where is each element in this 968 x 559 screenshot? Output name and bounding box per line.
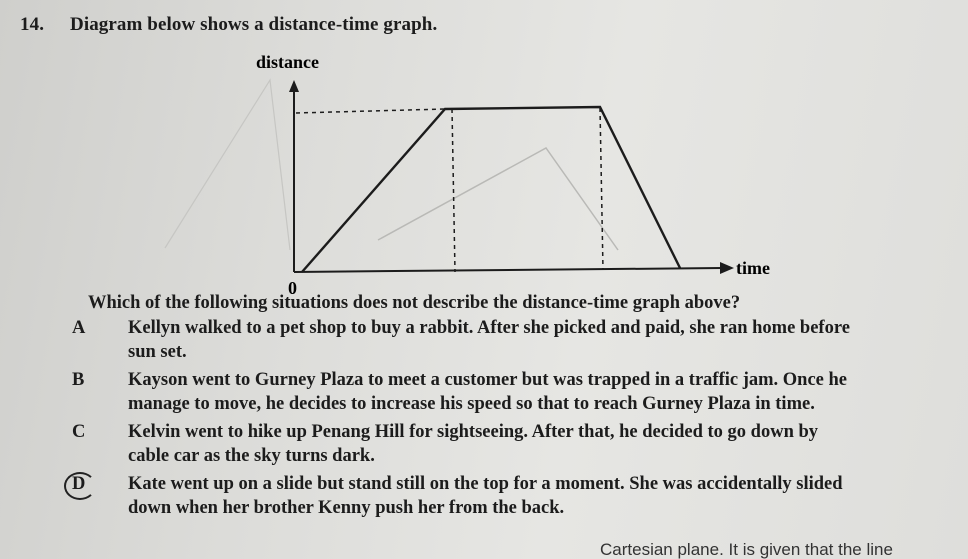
question-heading-text: Diagram below shows a distance-time graph. (70, 14, 438, 35)
graph-line (302, 107, 680, 272)
answer-circle-mark (64, 472, 96, 500)
question-number: 14. (20, 14, 45, 35)
option-letter-text: D (72, 474, 86, 494)
option-line: manage to move, he decides to increase his speed so that to reach Gurney Plaza in time. (128, 394, 815, 414)
x-axis-arrow-icon (720, 262, 734, 274)
bleed-through-mark-left (165, 80, 290, 250)
y-axis-arrow-icon (289, 80, 299, 92)
x-axis-label: time (736, 258, 770, 278)
prompt-after: describe the distance-time graph above? (417, 293, 741, 313)
y-axis-label: distance (256, 52, 319, 72)
option-line: Kellyn walked to a pet shop to buy a rabbit. After she picked and paid, she ran home before (128, 318, 850, 338)
option-text (128, 316, 968, 364)
option-text (128, 420, 968, 468)
prompt-emphasis: does not (352, 293, 418, 313)
origin-label: 0 (288, 278, 297, 298)
max-distance-guide (296, 109, 445, 113)
option-line: sun set. (128, 342, 187, 362)
option-text (128, 368, 968, 416)
option-line: cable car as the sky turns dark. (128, 446, 375, 466)
option-letter: C (72, 422, 86, 442)
time-guide-2 (600, 108, 603, 270)
option-letter (72, 472, 112, 496)
cut-off-footer-text: Cartesian plane. It is given that the line (600, 540, 893, 559)
option-line: Kate went up on a slide but stand still on the top for a moment. She was accidentally slided (128, 474, 843, 494)
x-axis (294, 268, 722, 272)
option-letter: A (72, 318, 86, 338)
option-text (128, 472, 968, 520)
question-prompt (88, 293, 740, 314)
option-line: Kelvin went to hike up Penang Hill for sightseeing. After that, he decided to go down by (128, 422, 819, 442)
bleed-through-mark (378, 148, 618, 250)
option-line: Kayson went to Gurney Plaza to meet a customer but was trapped in a traffic jam. Once he (128, 370, 848, 390)
option-line: down when her brother Kenny push her from the back. (128, 498, 565, 518)
option-letter: B (72, 370, 85, 390)
time-guide-1 (452, 109, 455, 272)
prompt-before: Which of the following situations (88, 293, 353, 313)
